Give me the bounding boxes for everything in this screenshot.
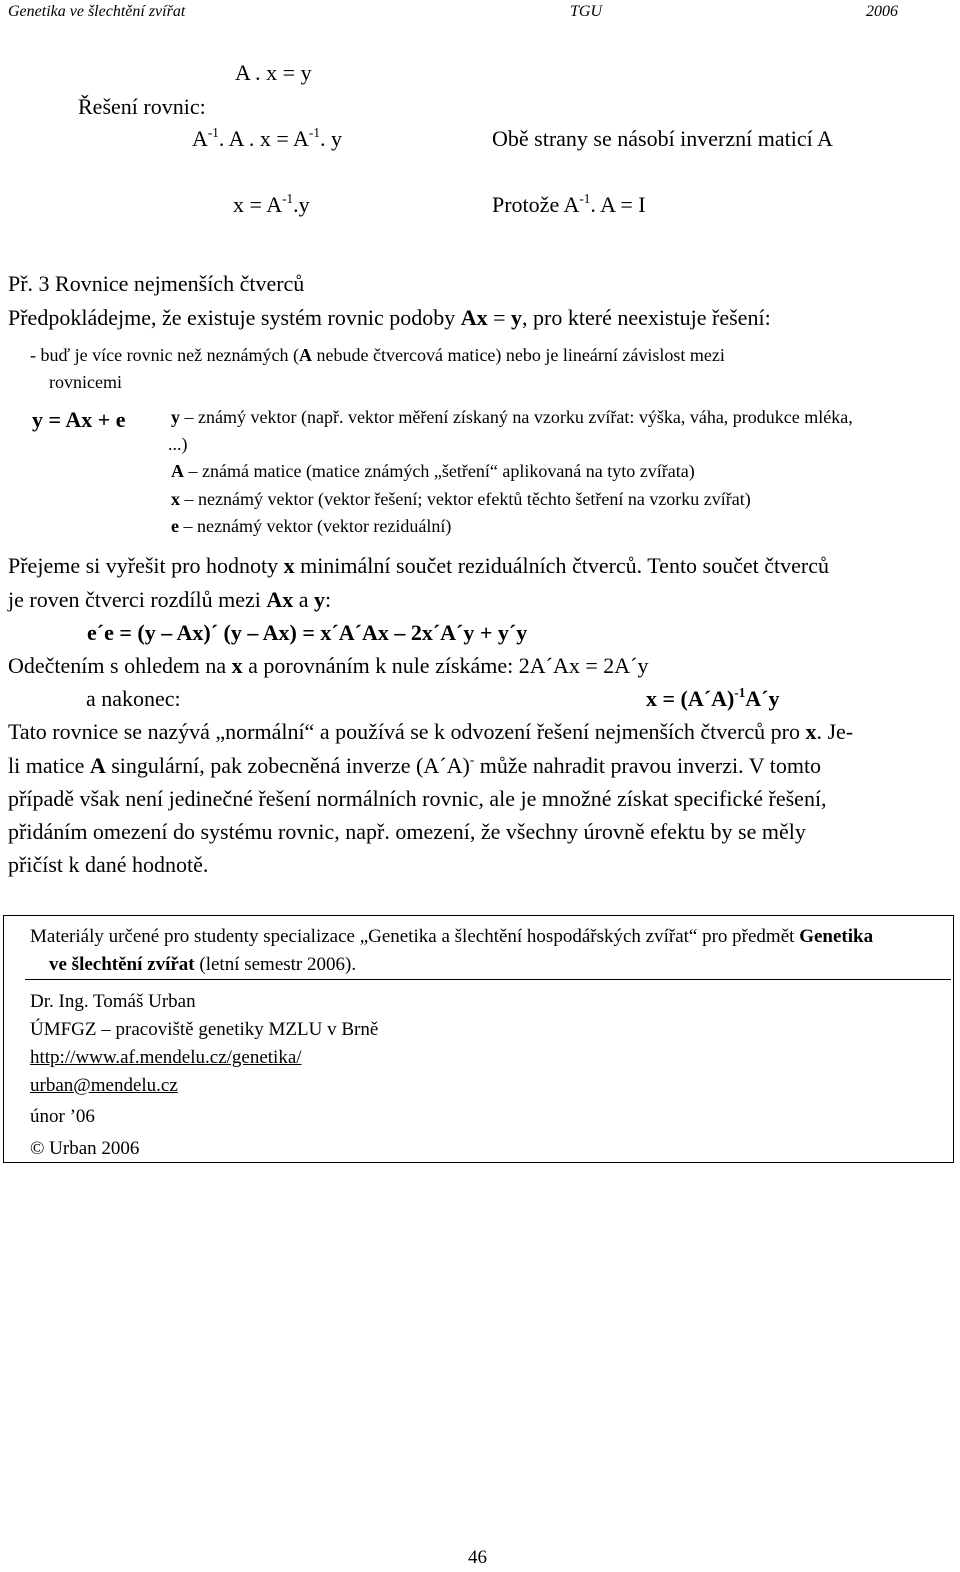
body-line-3: Odečtením s ohledem na x a porovnáním k nule získáme: 2A´Ax = 2A´y bbox=[8, 653, 649, 678]
equation-3: $x = A^{-1}.y$ bbox=[233, 190, 310, 217]
footer-author: Dr. Ing. Tomáš Urban bbox=[30, 991, 196, 1012]
example-title: Př. 3 Rovnice nejmenších čtverců bbox=[8, 271, 305, 296]
equation-1: A . x = y bbox=[235, 60, 312, 85]
normal-equation-solution: x = (A´A)$^{-1}$A´y bbox=[646, 684, 780, 711]
example-intro: Předpokládejme, že existuje systém rovnic podoby Ax = y, pro které neexistuje řešení: bbox=[8, 305, 771, 330]
comment-inverse: Obě strany se násobí inverzní maticí A bbox=[492, 126, 833, 151]
solution-label: Řešení rovnic: bbox=[78, 94, 206, 119]
footer-date: únor ’06 bbox=[30, 1106, 95, 1127]
bullet-line-1: - buď je více rovnic než neznámých (A nebude čtvercová matice) nebo je lineární závislost mezi bbox=[30, 345, 725, 365]
def-A: A – známá matice (matice známých „šetření“ aplikovaná na tyto zvířata) bbox=[171, 461, 695, 481]
sse-equation: e´e = (y – Ax)´ (y – Ax) = x´A´Ax – 2x´A´y + y´y bbox=[87, 620, 528, 645]
def-e: e – neznámý vektor (vektor reziduální) bbox=[171, 516, 452, 536]
footer-materials-line-1: Materiály určené pro studenty specializace „Genetika a šlechtění hospodářských zvířat“ pro předmět Genetika bbox=[30, 926, 874, 947]
page-number: 46 bbox=[468, 1547, 487, 1568]
body-line-9: přičíst k dané hodnotě. bbox=[8, 852, 209, 877]
def-y: y – známý vektor (např. vektor měření získaný na vzorku zvířat: výška, váha, produkce mléka, bbox=[171, 407, 853, 427]
header-center: TGU bbox=[570, 3, 603, 20]
body-line-1: Přejeme si vyřešit pro hodnoty x minimální součet reziduálních čtverců. Tento součet čtverců bbox=[8, 553, 829, 578]
bullet-line-2: rovnicemi bbox=[49, 372, 122, 392]
body-line-8: přidáním omezení do systému rovnic, např. omezení, že všechny úrovně efektu by se měly bbox=[8, 819, 806, 844]
footer-email-link[interactable]: urban@mendelu.cz bbox=[30, 1075, 178, 1096]
comment-identity: Protože $A^{-1}$. A = I bbox=[492, 190, 646, 217]
body-line-7: případě však není jedinečné řešení normálních rovnic, ale je množné získat specifické řešení, bbox=[8, 786, 827, 811]
model-equation: y = Ax + e bbox=[32, 407, 126, 432]
footer-divider bbox=[25, 979, 951, 980]
finally-label: a nakonec: bbox=[86, 686, 181, 711]
body-line-5: Tato rovnice se nazývá „normální“ a používá se k odvození řešení nejmenších čtverců pro x. Je- bbox=[8, 719, 854, 744]
body-line-6: li matice A singulární, pak zobecněná inverze (A´A)- může nahradit pravou inverzi. V tomto bbox=[8, 751, 822, 778]
header-year: 2006 bbox=[866, 3, 898, 20]
header-title: Genetika ve šlechtění zvířat bbox=[8, 3, 186, 20]
equation-2: $A^{-1}$. A . $x = A^{-1}$. y bbox=[192, 124, 342, 151]
footer-url-link[interactable]: http://www.af.mendelu.cz/genetika/ bbox=[30, 1047, 302, 1068]
footer-institute: ÚMFGZ – pracoviště genetiky MZLU v Brně bbox=[30, 1019, 379, 1040]
footer-materials-line-2: ve šlechtění zvířat (letní semestr 2006). bbox=[49, 954, 357, 975]
def-x: x – neznámý vektor (vektor řešení; vektor efektů těchto šetření na vzorku zvířat) bbox=[171, 489, 751, 509]
def-y-cont: ...) bbox=[168, 434, 188, 454]
body-line-2: je roven čtverci rozdílů mezi Ax a y: bbox=[8, 587, 332, 612]
footer-copyright: © Urban 2006 bbox=[30, 1138, 140, 1159]
